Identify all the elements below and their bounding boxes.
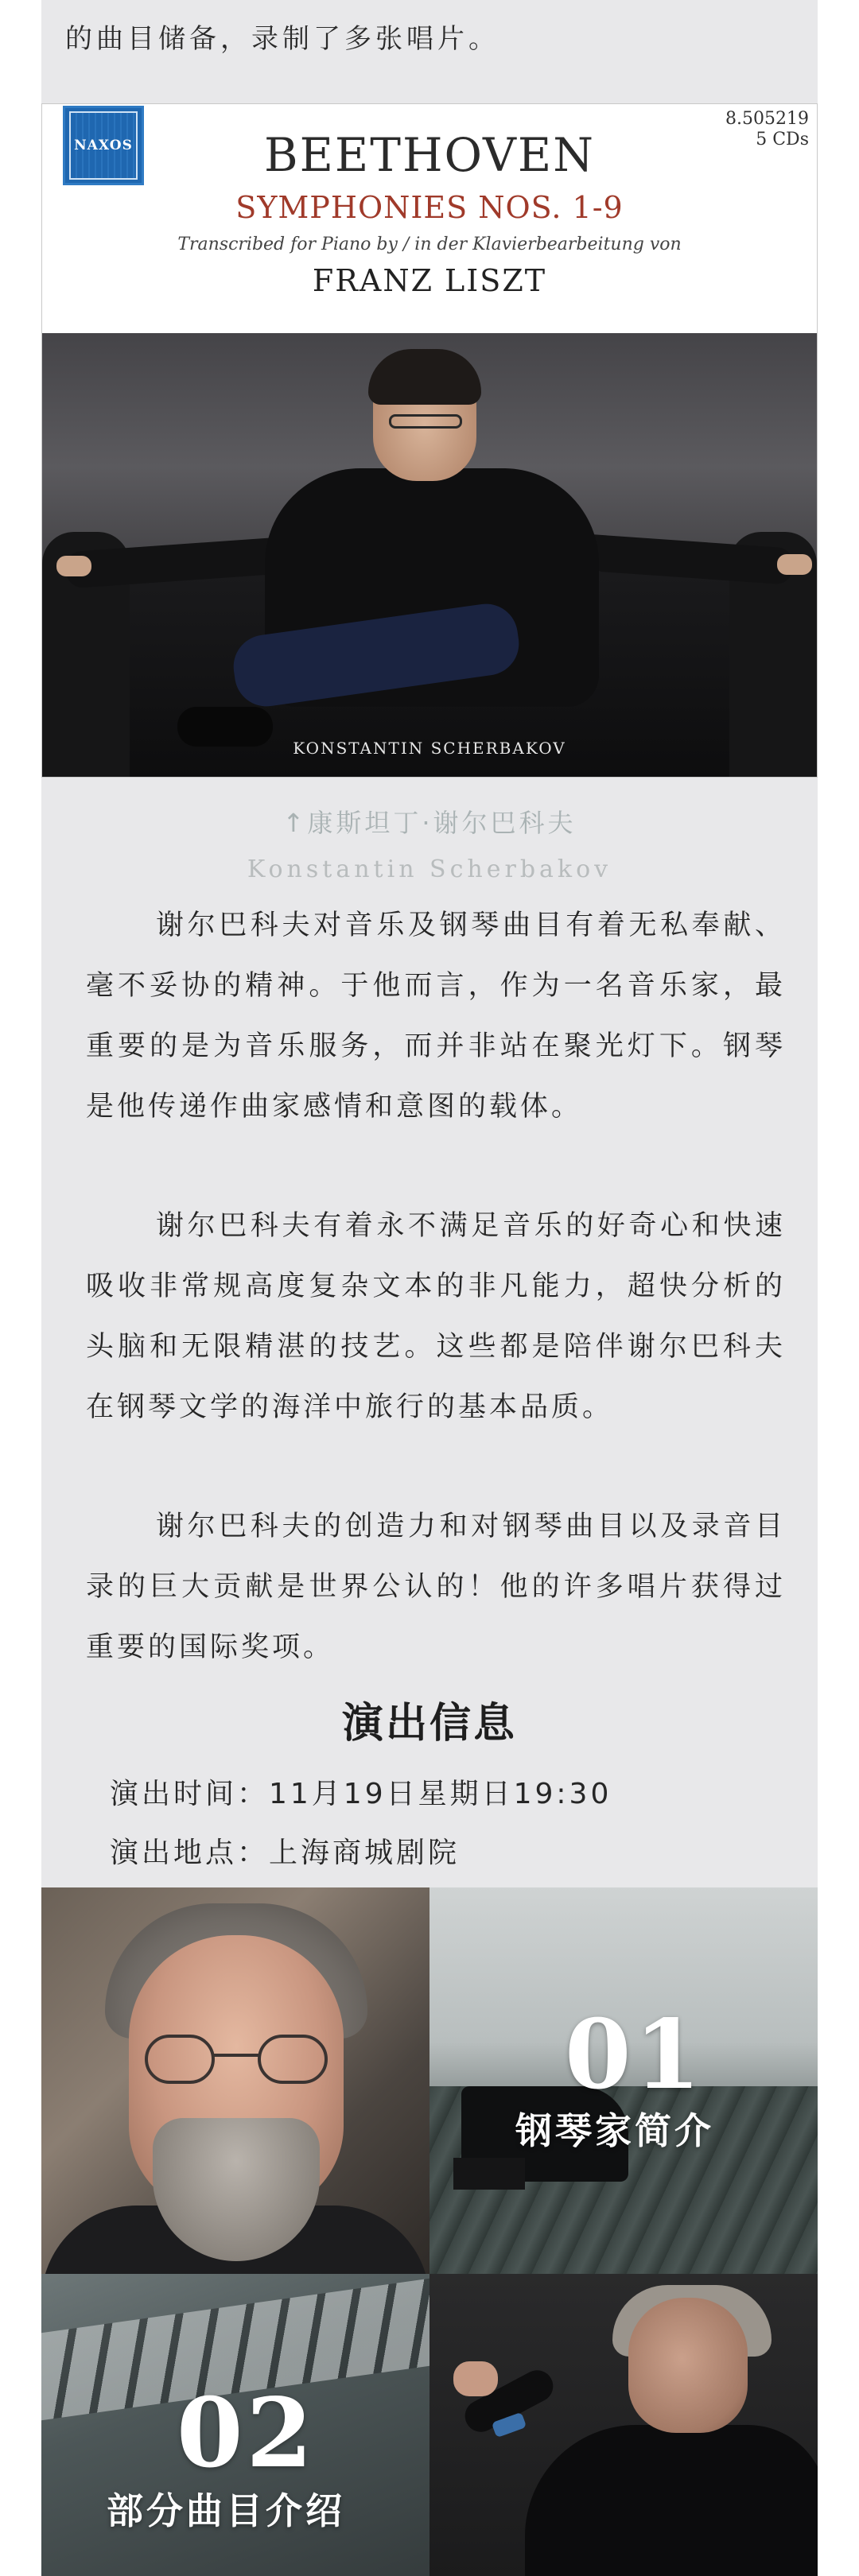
show-venue: 演出地点：上海商城剧院 <box>110 1837 461 1869</box>
pianist-photo <box>42 333 817 778</box>
person-glasses <box>389 414 462 429</box>
bio-paragraph: 谢尔巴科夫对音乐及钢琴曲目有着无私奉献、毫不妥协的精神。于他而言，作为一名音乐家，最重要的是为音乐服务，而并非站在聚光灯下。钢琴是他传递作曲家感情和意图的载体。 <box>86 910 786 1123</box>
naxos-logo-text: NAXOS <box>69 111 138 180</box>
album-work-title: SYMPHONIES NOS. 1-9 <box>235 190 624 225</box>
person-hand-left <box>56 556 91 576</box>
album-transcribed-note: Transcribed for Piano by / in der Klavierbearbeitung von <box>177 235 682 254</box>
tile-number: 01 <box>565 1999 704 2111</box>
tile-label: 钢琴家简介 <box>515 2109 714 2152</box>
cd-count: 5 CDs <box>756 130 809 149</box>
catalog-number: 8.505219 <box>725 109 809 129</box>
show-time: 演出时间：11月19日星期日19:30 <box>110 1778 612 1810</box>
photo-caption-cn: ↑康斯坦丁·谢尔巴科夫 <box>282 808 577 838</box>
conductor-photo-tile <box>430 2274 818 2576</box>
show-info-heading: 演出信息 <box>341 1700 517 1748</box>
performer-hand <box>453 2361 498 2396</box>
album-cover-image <box>41 103 818 778</box>
album-arranger: FRANZ LISZT <box>312 263 547 298</box>
tile-number: 02 <box>177 2377 316 2489</box>
person-hair <box>368 349 481 405</box>
album-performer-name: KONSTANTIN SCHERBAKOV <box>293 739 566 758</box>
piano-bench-image <box>453 2158 525 2190</box>
glasses-bridge <box>213 2054 259 2057</box>
portrait-glasses <box>145 2035 328 2090</box>
glasses-lens-left <box>145 2035 215 2084</box>
photo-caption-en: Konstantin Scherbakov <box>247 855 612 883</box>
pianist-intro-link-tile[interactable] <box>430 1887 818 2274</box>
bio-paragraph: 谢尔巴科夫有着永不满足音乐的好奇心和快速吸收非常规高度复杂文本的非凡能力，超快分析的头脑和无限精湛的技艺。这些都是陪伴谢尔巴科夫在钢琴文学的海洋中旅行的基本品质。 <box>86 1210 786 1423</box>
intro-paragraph-end: 的曲目储备，录制了多张唱片。 <box>65 23 499 55</box>
glasses-lens-right <box>258 2035 328 2084</box>
bio-paragraph: 谢尔巴科夫的创造力和对钢琴曲目以及录音目录的巨大贡献是世界公认的！他的许多唱片获得过重要的国际奖项。 <box>86 1511 786 1663</box>
performer-head <box>628 2298 748 2433</box>
album-header <box>42 104 817 333</box>
tile-label: 部分曲目介绍 <box>107 2489 345 2532</box>
pianist-portrait-tile <box>41 1887 430 2274</box>
article-body <box>41 0 818 2576</box>
program-intro-link-tile[interactable] <box>41 2274 430 2576</box>
performer-body <box>525 2425 818 2576</box>
album-composer: BEETHOVEN <box>263 128 596 182</box>
person-hand-right <box>777 554 812 575</box>
